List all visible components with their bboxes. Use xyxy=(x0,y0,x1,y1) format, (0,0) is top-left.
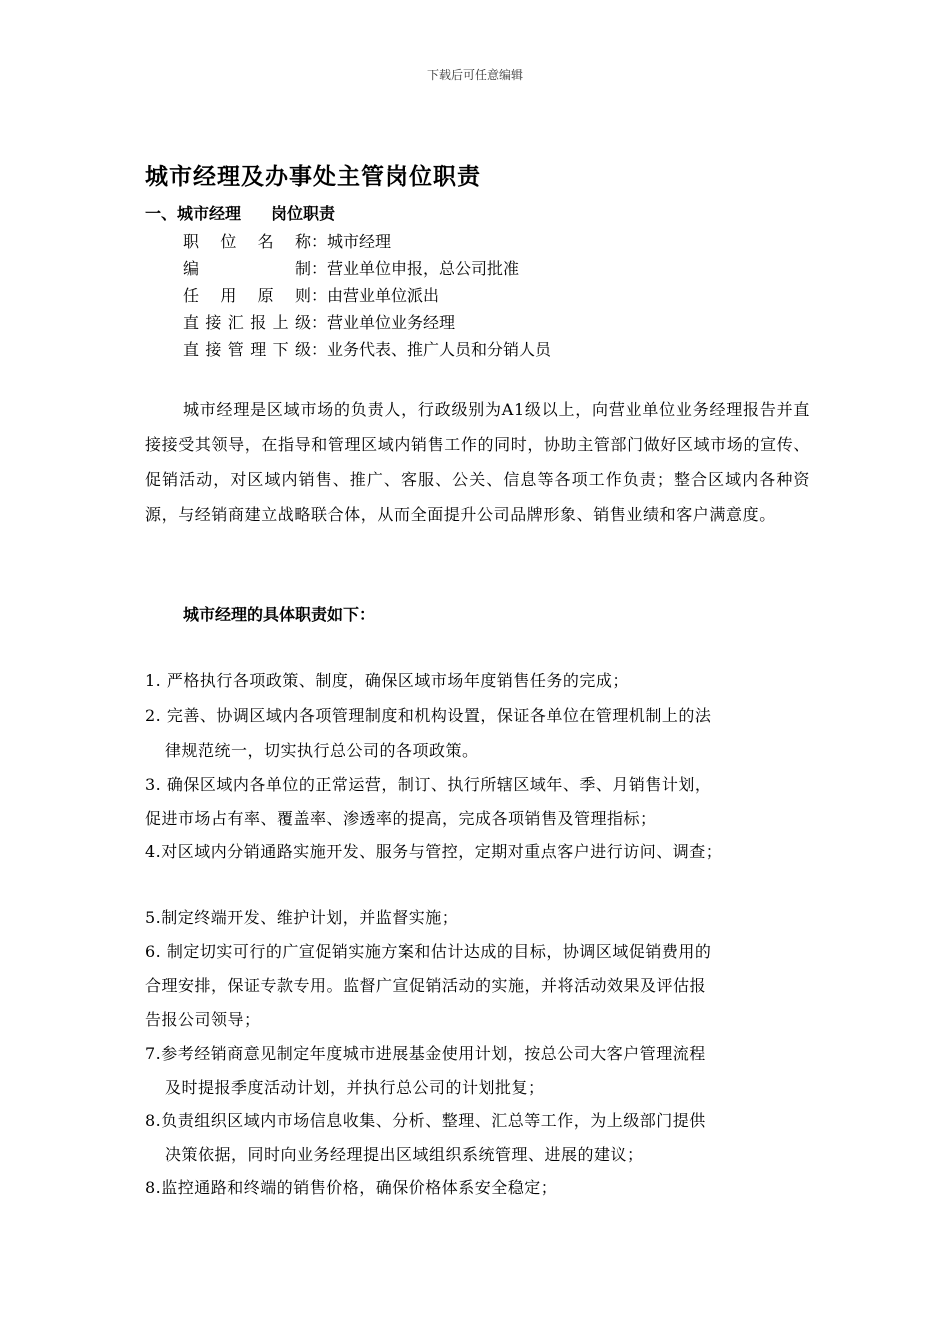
duty-line: 8.负责组织区域内市场信息收集、分析、整理、汇总等工作，为上级部门提供 xyxy=(145,1111,706,1130)
role-summary: 城市经理是区域市场的负责人，行政级别为A1级以上，向营业单位业务经理报告并直接接受其领导，在指导和管理区域内销售工作的同时，协助主管部门做好区域市场的宣传、促销活动，对区域内销售、推广、客服、公关、信息等各项工作负责；整合区域内各种资源，与经销商建立战略联合体，从而全面提升公司品牌形象、销售业绩和客户满意度。 xyxy=(145,400,810,524)
job-info-list xyxy=(183,228,551,363)
document-title: 城市经理及办事处主管岗位职责 xyxy=(145,164,481,190)
duty-line: 决策依据，同时向业务经理提出区域组织系统管理、进展的建议； xyxy=(165,1145,644,1164)
duties-heading: 城市经理的具体职责如下： xyxy=(183,605,376,624)
duty-line: 促进市场占有率、覆盖率、渗透率的提高，完成各项销售及管理指标； xyxy=(145,809,657,828)
duty-line: 2. 完善、协调区域内各项管理制度和机构设置，保证各单位在管理机制上的法 xyxy=(145,706,712,725)
duty-line: 合理安排，保证专款专用。监督广宣促销活动的实施，并将活动效果及评估报 xyxy=(145,976,707,995)
info-label: 职位名称 xyxy=(183,232,311,251)
header-note: 下载后可任意编辑 xyxy=(426,68,523,82)
section-number: 一、城市经理 xyxy=(145,204,242,223)
duty-line: 律规范统一，切实执行总公司的各项政策。 xyxy=(165,741,479,760)
info-value: 营业单位申报，总公司批准 xyxy=(327,259,520,278)
info-row-subordinates: 直接管理下级：业务代表、推广人员和分销人员 xyxy=(183,336,551,363)
info-label: 编制 xyxy=(183,259,311,278)
section-heading xyxy=(145,201,335,224)
duty-line: 6. 制定切实可行的广宣促销实施方案和估计达成的目标，协调区域促销费用的 xyxy=(145,942,712,961)
info-label: 任用原则 xyxy=(183,286,311,305)
duty-line: 3. 确保区域内各单位的正常运营，制订、执行所辖区域年、季、月销售计划， xyxy=(145,775,712,794)
duty-line: 告报公司领导； xyxy=(145,1010,261,1029)
section-name: 岗位职责 xyxy=(271,204,336,223)
info-row-appointment: 任用原则：由营业单位派出 xyxy=(183,282,551,309)
duty-line: 7.参考经销商意见制定年度城市进展基金使用计划，按总公司大客户管理流程 xyxy=(145,1044,706,1063)
info-value: 由营业单位派出 xyxy=(327,286,440,305)
info-row-title: 职位名称：城市经理 xyxy=(183,228,551,255)
duty-line: 及时提报季度活动计划，并执行总公司的计划批复； xyxy=(165,1078,545,1097)
info-value: 营业单位业务经理 xyxy=(327,313,456,332)
info-value: 城市经理 xyxy=(327,232,392,251)
duty-line: 8.监控通路和终端的销售价格，确保价格体系安全稳定； xyxy=(145,1178,558,1197)
duty-line: 5.制定终端开发、维护计划，并监督实施； xyxy=(145,908,459,927)
info-label: 直接管理下级 xyxy=(183,340,311,359)
info-row-staffing: 编制：营业单位申报，总公司批准 xyxy=(183,255,551,282)
duty-line: 1. 严格执行各项政策、制度，确保区域市场年度销售任务的完成； xyxy=(145,671,629,690)
info-row-supervisor: 直接汇报上级：营业单位业务经理 xyxy=(183,309,551,336)
info-value: 业务代表、推广人员和分销人员 xyxy=(327,340,552,359)
duty-line: 4.对区域内分销通路实施开发、服务与管控，定期对重点客户进行访问、调查； xyxy=(145,842,723,861)
info-label: 直接汇报上级 xyxy=(183,313,311,332)
